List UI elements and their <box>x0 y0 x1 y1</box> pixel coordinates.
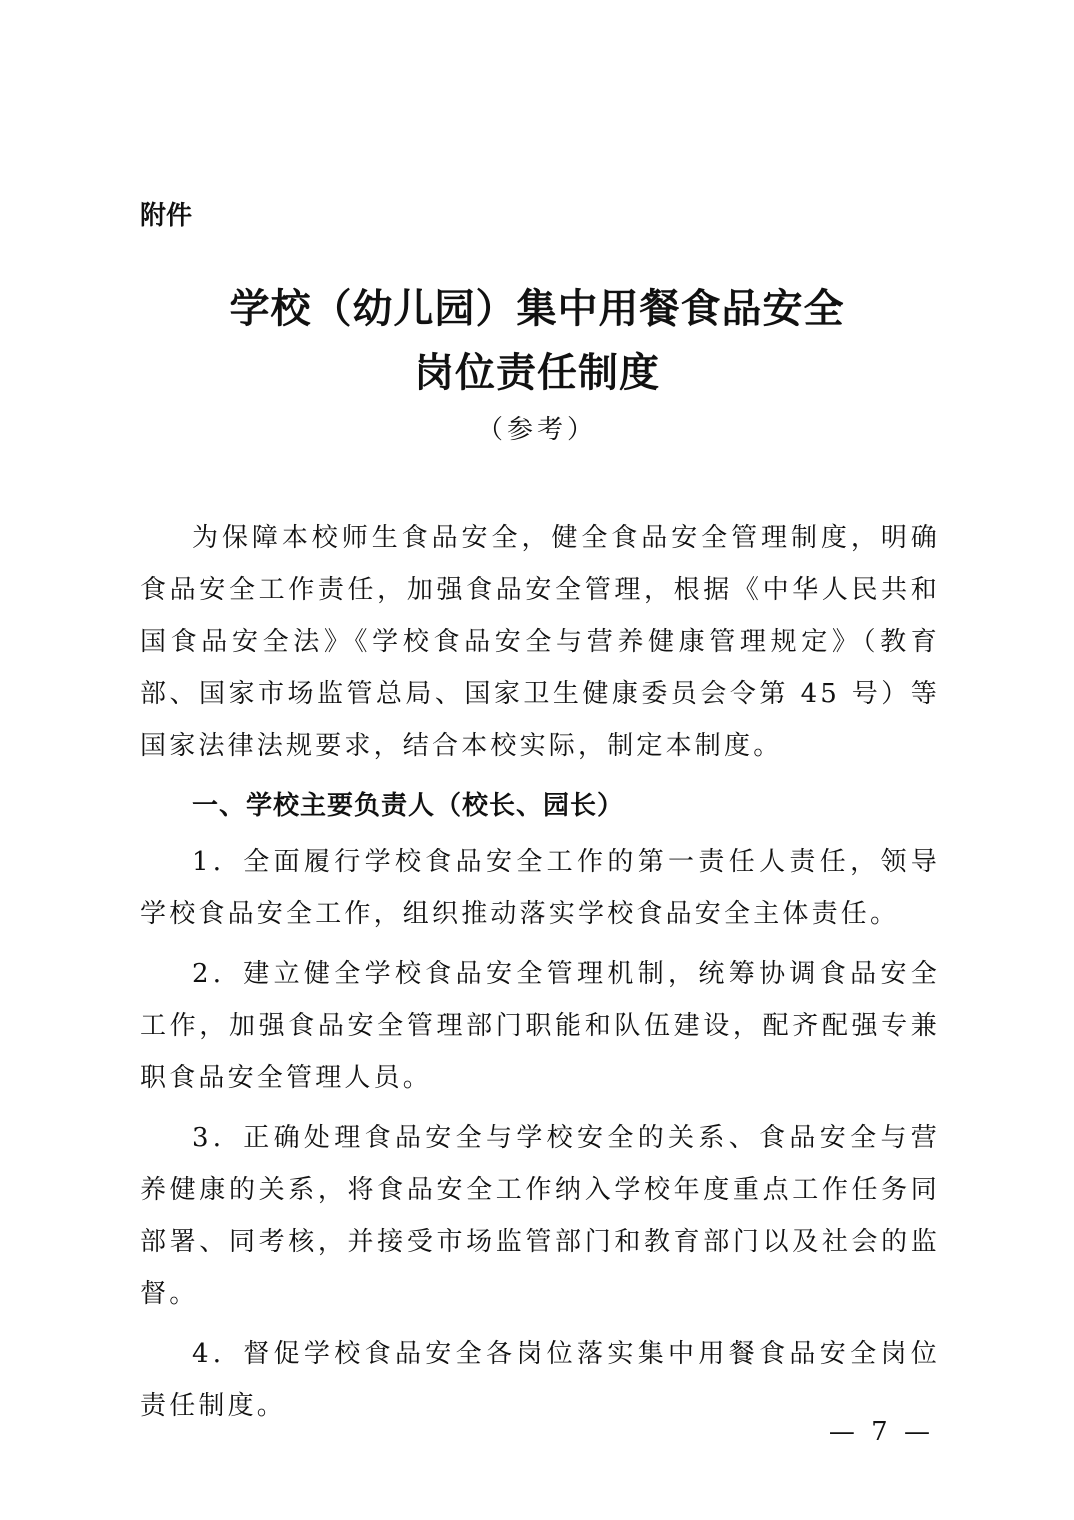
section-item-3: 3．正确处理食品安全与学校安全的关系、食品安全与营养健康的关系，将食品安全工作纳入学校年度重点工作任务同部署、同考核，并接受市场监管部门和教育部门以及社会的监督。 <box>140 1123 940 1309</box>
document-body <box>140 512 940 1440</box>
intro-paragraph: 为保障本校师生食品安全，健全食品安全管理制度，明确食品安全工作责任，加强食品安全管理，根据《中华人民共和国食品安全法》《学校食品安全与营养健康管理规定》（教育部、国家市场监管总局、国家卫生健康委员会令第 45 号）等国家法律法规要求，结合本校实际，制定本制度。 <box>140 523 940 761</box>
section-item-1: 1．全面履行学校食品安全工作的第一责任人责任，领导学校食品安全工作，组织推动落实学校食品安全主体责任。 <box>140 847 940 929</box>
document-subtitle: （参考） <box>476 415 597 445</box>
attachment-label: 附件 <box>140 201 193 231</box>
section-item-4: 4．督促学校食品安全各岗位落实集中用餐食品安全岗位责任制度。 <box>140 1339 940 1421</box>
page-number: — 7 — <box>828 1417 934 1447</box>
document-title-line-2: 岗位责任制度 <box>414 349 660 396</box>
document-title-line-1: 学校（幼儿园）集中用餐食品安全 <box>229 285 845 332</box>
section-heading-1: 一、学校主要负责人（校长、园长） <box>192 791 625 821</box>
section-item-2: 2．建立健全学校食品安全管理机制，统筹协调食品安全工作，加强食品安全管理部门职能和队伍建设，配齐配强专兼职食品安全管理人员。 <box>140 959 940 1093</box>
